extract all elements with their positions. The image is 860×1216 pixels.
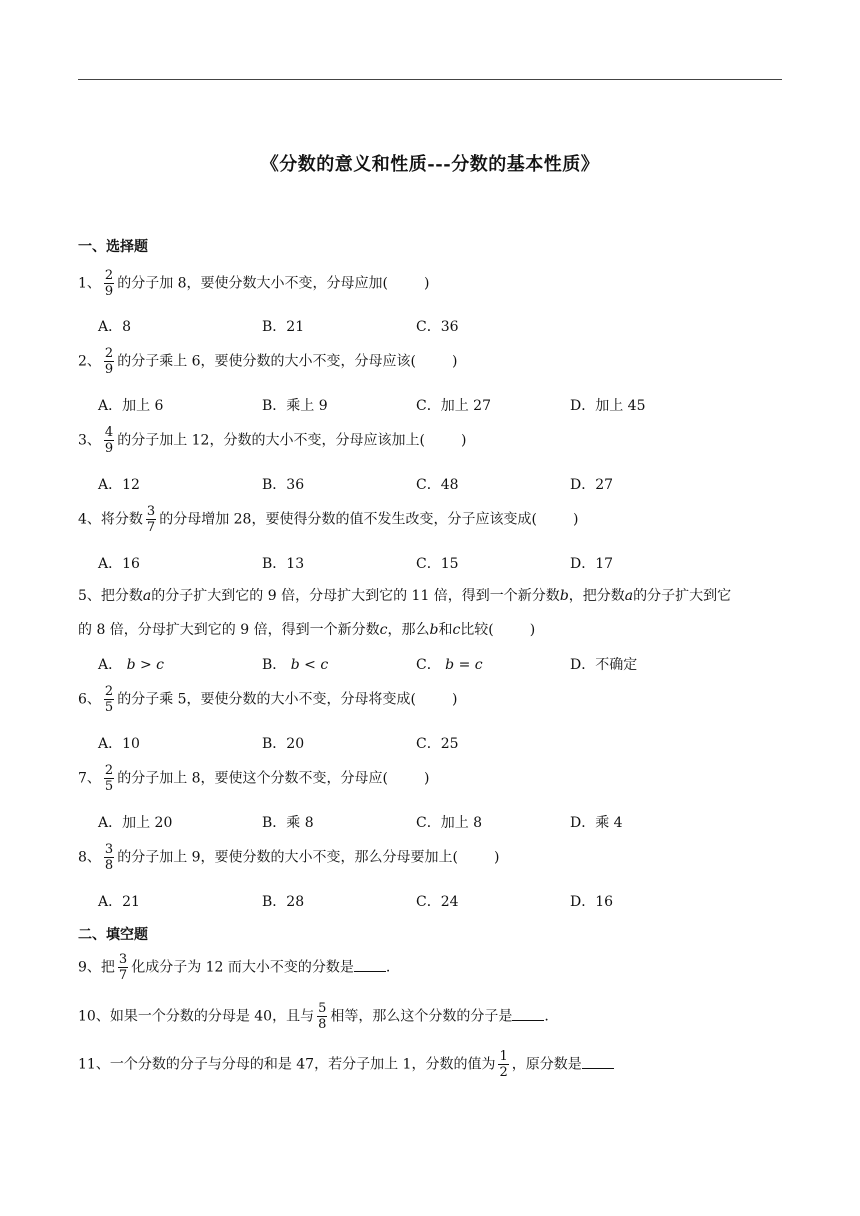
fraction: $\frac{2}{9}$ — [104, 346, 114, 377]
option[interactable]: B．20 — [262, 736, 305, 752]
option[interactable]: D．27 — [570, 477, 614, 493]
fraction: $\frac{3}{8}$ — [104, 842, 114, 873]
question-8: 8、 $\frac{3}{8}$ 的分子加上 9，要使分数的大小不变，那么分母要加上( ) — [78, 842, 500, 873]
option[interactable]: A．12 — [98, 477, 140, 493]
question-6: 6、 $\frac{2}{5}$ 的分子乘 5，要使分数的大小不变，分母将变成( ) — [78, 684, 458, 715]
option[interactable]: B．36 — [262, 477, 305, 493]
fraction: $\frac{2}{5}$ — [104, 684, 114, 715]
question-1: 1、 $\frac{2}{9}$ 的分子加 8，要使分数大小不变，分母应加( ) — [78, 268, 430, 299]
option[interactable]: B．28 — [262, 894, 305, 910]
section-heading-fill: 二、填空题 — [78, 927, 148, 943]
fraction: $\frac{2}{9}$ — [104, 268, 114, 299]
option[interactable]: B．乘上 9 — [262, 398, 328, 414]
fraction: $\frac{4}{9}$ — [104, 425, 114, 456]
question-9: 9、把 $\frac{3}{7}$ 化成分子为 12 而大小不变的分数是 . — [78, 952, 391, 983]
option[interactable]: A．16 — [98, 556, 140, 572]
option[interactable]: C．加上 8 — [416, 815, 483, 831]
fraction: $\frac{5}{8}$ — [318, 1001, 327, 1032]
option[interactable]: B．21 — [262, 319, 305, 335]
option[interactable]: D．17 — [570, 556, 614, 572]
option[interactable]: A．8 — [98, 319, 132, 335]
fraction: $\frac{3}{7}$ — [146, 504, 156, 535]
option[interactable]: A．10 — [98, 736, 140, 752]
question-7: 7、 $\frac{2}{5}$ 的分子加上 8，要使这个分数不变，分母应( ) — [78, 763, 430, 794]
option[interactable]: A．加上 20 — [98, 815, 173, 831]
option[interactable]: D．16 — [570, 894, 614, 910]
question-4: 4、将分数 $\frac{3}{7}$ 的分母增加 28，要使得分数的值不发生改变，分子应该变成( ) — [78, 504, 579, 535]
option[interactable]: C．加上 27 — [416, 398, 491, 414]
question-2: 2、 $\frac{2}{9}$ 的分子乘上 6，要使分数的大小不变，分母应该( ) — [78, 346, 458, 377]
question-3: 3、 $\frac{4}{9}$ 的分子加上 12，分数的大小不变，分母应该加上( ) — [78, 425, 467, 456]
option[interactable]: B．13 — [262, 556, 305, 572]
question-11: 11、一个分数的分子与分母的和是 47，若分子加上 1，分数的值为 $\frac{1}{2}$ ，原分数是 — [78, 1049, 614, 1080]
option[interactable]: B． b < c — [262, 657, 329, 673]
option[interactable]: C．36 — [416, 319, 459, 335]
answer-blank[interactable] — [512, 1008, 544, 1021]
option[interactable]: B．乘 8 — [262, 815, 314, 831]
option[interactable]: D．乘 4 — [570, 815, 623, 831]
page-title: 《分数的意义和性质---分数的基本性质》 — [260, 154, 600, 175]
fraction: $\frac{2}{5}$ — [104, 763, 114, 794]
question-10: 10、如果一个分数的分母是 40，且与 $\frac{5}{8}$ 相等，那么这个分数的分子是 . — [78, 1001, 549, 1032]
option[interactable]: C．15 — [416, 556, 459, 572]
option[interactable]: A．加上 6 — [98, 398, 164, 414]
option[interactable]: C． b = c — [416, 657, 483, 673]
option[interactable]: C．25 — [416, 736, 459, 752]
answer-blank[interactable] — [354, 959, 386, 972]
option[interactable]: D．加上 45 — [570, 398, 646, 414]
option[interactable]: A．21 — [98, 894, 140, 910]
question-5-line-2: 的 8 倍，分母扩大到它的 9 倍，得到一个新分数c，那么b和c比较( ) — [78, 622, 536, 638]
option[interactable]: A． b > c — [98, 657, 165, 673]
fraction: $\frac{1}{2}$ — [499, 1049, 508, 1080]
option[interactable]: C．48 — [416, 477, 459, 493]
fraction: $\frac{3}{7}$ — [118, 952, 128, 983]
header-rule — [78, 79, 782, 80]
option[interactable]: C．24 — [416, 894, 459, 910]
question-5-line-1: 5、把分数a的分子扩大到它的 9 倍，分母扩大到它的 11 倍，得到一个新分数b，把分数a的分子扩大到它 — [78, 588, 732, 604]
section-heading-choice: 一、选择题 — [78, 239, 148, 255]
option[interactable]: D．不确定 — [570, 657, 638, 673]
answer-blank[interactable] — [582, 1056, 614, 1069]
